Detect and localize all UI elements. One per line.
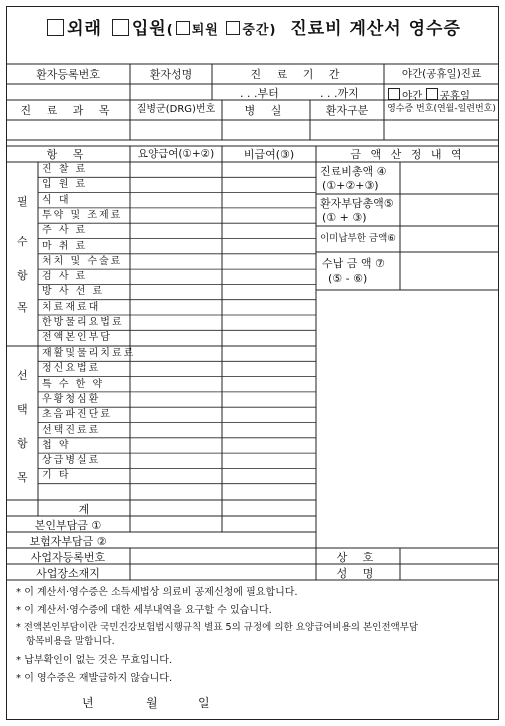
- note-1: * 이 계산서·영수증은 소득세법상 의료비 공제신청에 필요합니다.: [16, 587, 298, 598]
- receipt-no-header: 영수증 번호(연월-일련번호): [387, 104, 496, 114]
- holiday-option: 공휴일: [439, 90, 471, 102]
- date-month: 월: [146, 696, 158, 710]
- required-group-char-4: 목: [17, 301, 28, 314]
- patient-total-label: 환자부담총액⑤: [320, 197, 394, 210]
- required-item-8: 검 사 료: [42, 271, 88, 283]
- trade-name-label: 상 호: [336, 551, 380, 564]
- required-item-4: 투약 및 조제료: [42, 209, 123, 221]
- reg-no-header: 환자등록번호: [36, 68, 100, 81]
- note-3-cont: 항목비용을 말합니다.: [26, 636, 115, 647]
- required-item-3: 식 대: [42, 194, 71, 206]
- required-item-10: 치료재료대: [42, 301, 101, 313]
- required-item-12: 전액본인부담: [42, 332, 112, 344]
- uncovered-column-header: 비급여(③): [243, 148, 295, 161]
- paid-label: 이미납부한 금액⑥: [320, 233, 396, 244]
- required-item-9: 방 사 선 료: [42, 286, 105, 298]
- required-group-char-3: 항: [17, 269, 28, 282]
- required-group-char-1: 필: [17, 195, 28, 208]
- period-from[interactable]: . . .부터: [240, 87, 279, 100]
- note-2: * 이 계산서·영수증에 대한 세부내역을 요구할 수 있습니다.: [16, 605, 272, 616]
- ward-header: 병 실: [244, 104, 288, 117]
- date-day: 일: [198, 696, 210, 710]
- optional-group-char-4: 목: [17, 471, 28, 484]
- self-pay-label: 본인부담금 ①: [34, 519, 102, 532]
- outpatient-label: 외래: [67, 19, 102, 39]
- night-checkbox[interactable]: [388, 88, 400, 100]
- note-5: * 이 영수증은 재발급하지 않습니다.: [16, 673, 173, 684]
- optional-item-2: 정신요법료: [42, 363, 101, 375]
- receive-label: 수납 금 액 ⑦: [322, 257, 385, 270]
- title-main: 진료비 계산서 영수증: [290, 19, 461, 39]
- address-label: 사업장소재지: [36, 567, 100, 580]
- optional-item-8: 상급병실료: [42, 455, 101, 467]
- required-item-1: 진 찰 료: [42, 164, 88, 175]
- insurer-pay-label: 보험자부담금 ②: [29, 535, 107, 548]
- inpatient-label: 입원: [131, 19, 167, 39]
- optional-item-1: 재활및물리치료료: [42, 348, 136, 359]
- required-item-2: 입 원 료: [42, 179, 88, 191]
- holiday-checkbox[interactable]: [426, 88, 438, 100]
- required-item-11: 한방물리요법료: [42, 317, 124, 328]
- note-3: * 전액본인부담이란 국민건강보험법시행규칙 별표 5의 규정에 의한 요양급여비용의 본인전액부담: [16, 622, 419, 633]
- optional-item-7: 첩 약: [42, 439, 71, 451]
- period-to[interactable]: . . .까지: [320, 87, 359, 100]
- optional-group-char-3: 항: [17, 437, 28, 450]
- drg-header: 질병군(DRG)번호: [136, 104, 216, 115]
- item-column-header: 항 목: [46, 148, 90, 161]
- sum-label: 계: [78, 503, 90, 516]
- interim-label: 중간: [242, 23, 270, 38]
- name-label: 성 명: [336, 567, 380, 580]
- total-formula: (①+②+③): [322, 179, 379, 192]
- optional-group-char-2: 택: [17, 403, 28, 416]
- period-header: 진 료 기 간: [250, 68, 346, 81]
- optional-item-6: 선택진료료: [42, 424, 101, 436]
- covered-column-header: 요양급여(①+②): [137, 148, 215, 160]
- total-label: 진료비총액 ④: [320, 165, 387, 178]
- required-item-6: 마 취 료: [42, 240, 88, 252]
- form-title: 외래 입원( 퇴원 중간) 진료비 계산서 영수증: [6, 14, 499, 39]
- department-header: 진 료 과 목: [20, 104, 116, 117]
- date-year: 년: [82, 696, 94, 710]
- receive-formula: (⑤ - ⑥): [328, 272, 368, 285]
- night-header: 야간(공휴일)진료: [401, 68, 482, 80]
- note-4: * 납부확인이 없는 것은 무효입니다.: [16, 655, 173, 666]
- optional-group-char-1: 선: [17, 369, 28, 382]
- optional-item-5: 초음파진단료: [42, 409, 112, 421]
- discharge-label: 퇴원: [191, 23, 219, 38]
- night-option: 야간: [402, 90, 423, 102]
- patient-type-header: 환자구분: [325, 104, 369, 117]
- required-item-7: 처치 및 수술료: [42, 255, 123, 267]
- required-item-5: 주 사 료: [42, 225, 88, 237]
- business-reg-label: 사업자등록번호: [30, 551, 106, 564]
- patient-name-header: 환자성명: [149, 68, 193, 81]
- optional-item-9: 기 타: [42, 470, 71, 482]
- calc-column-header: 금 액 산 정 내 역: [350, 148, 465, 161]
- optional-item-4: 우황청심환: [42, 393, 101, 405]
- patient-total-formula: (① + ③): [322, 211, 367, 224]
- required-group-char-2: 수: [17, 235, 28, 248]
- optional-item-3: 특 수 한 약: [42, 378, 105, 390]
